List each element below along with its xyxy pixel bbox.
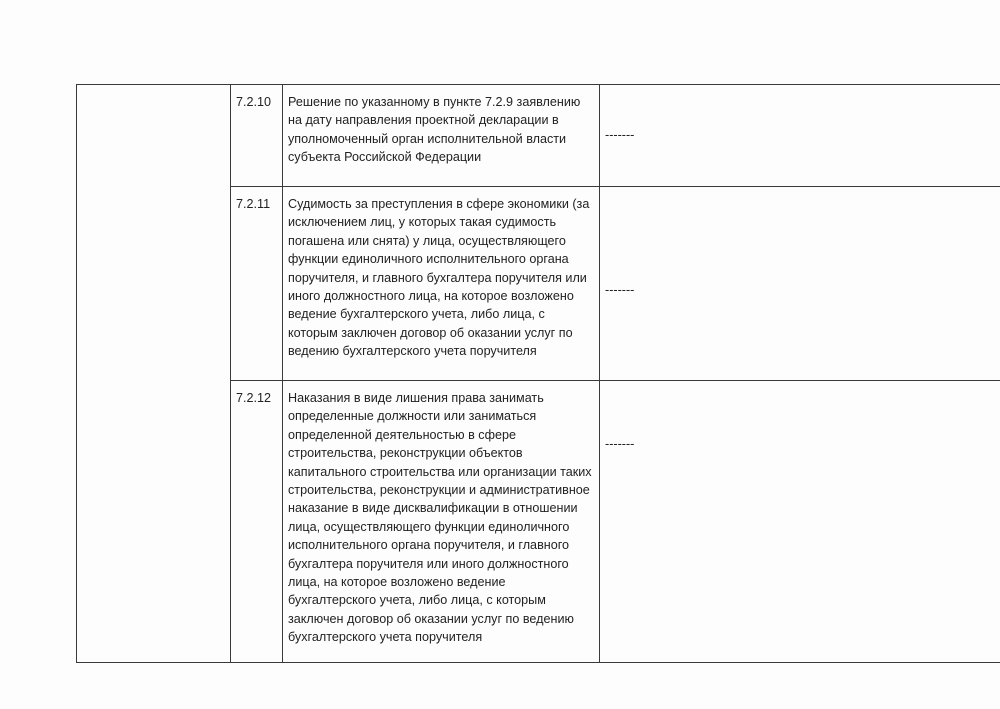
row-number-cell xyxy=(231,85,283,187)
row-description: Наказания в виде лишения права занимать определенные должности или заниматься определенной деятельностью в сфере строительства, реконструкции объектов капитального строительства или организации таких строительства, реконструкции и административное наказание в виде дисквалификации в отношении лица, осуществляющего функции единоличного исполнительного органа поручителя, и главного бухгалтера поручителя или иного должностного лица, на которое возложено ведение бухгалтерского учета, либо лица, с которым заключен договор об оказании услуг по ведению бухгалтерского учета поручителя xyxy=(288,391,592,645)
row-number: 7.2.10 xyxy=(236,95,272,109)
row-value-cell xyxy=(600,381,1000,663)
row-number: 7.2.12 xyxy=(236,391,272,405)
row-value: ------- xyxy=(605,437,635,451)
row-value-cell xyxy=(600,187,1000,381)
left-empty-column xyxy=(77,85,231,663)
row-value: ------- xyxy=(605,283,635,297)
row-description-cell xyxy=(283,85,600,187)
declaration-table xyxy=(76,84,1000,663)
table-row xyxy=(77,85,1000,187)
row-value: ------- xyxy=(605,128,635,142)
row-description-cell xyxy=(283,381,600,663)
row-description: Судимость за преступления в сфере экономики (за исключением лиц, у которых такая судимость погашена или снята) у лица, осуществляющего функции единоличного исполнительного органа поручителя, и главного бухгалтера поручителя или иного должностного лица, на которое возложено ведение бухгалтерского учета, либо лица, с которым заключен договор об оказании услуг по ведению бухгалтерского учета поручителя xyxy=(288,197,590,359)
row-number-cell xyxy=(231,187,283,381)
row-description-cell xyxy=(283,187,600,381)
row-number-cell xyxy=(231,381,283,663)
row-description: Решение по указанному в пункте 7.2.9 заявлению на дату направления проектной декларации в уполномоченный орган исполнительной власти субъекта Российской Федерации xyxy=(288,95,581,165)
row-value-cell xyxy=(600,85,1000,187)
row-number: 7.2.11 xyxy=(236,197,271,211)
